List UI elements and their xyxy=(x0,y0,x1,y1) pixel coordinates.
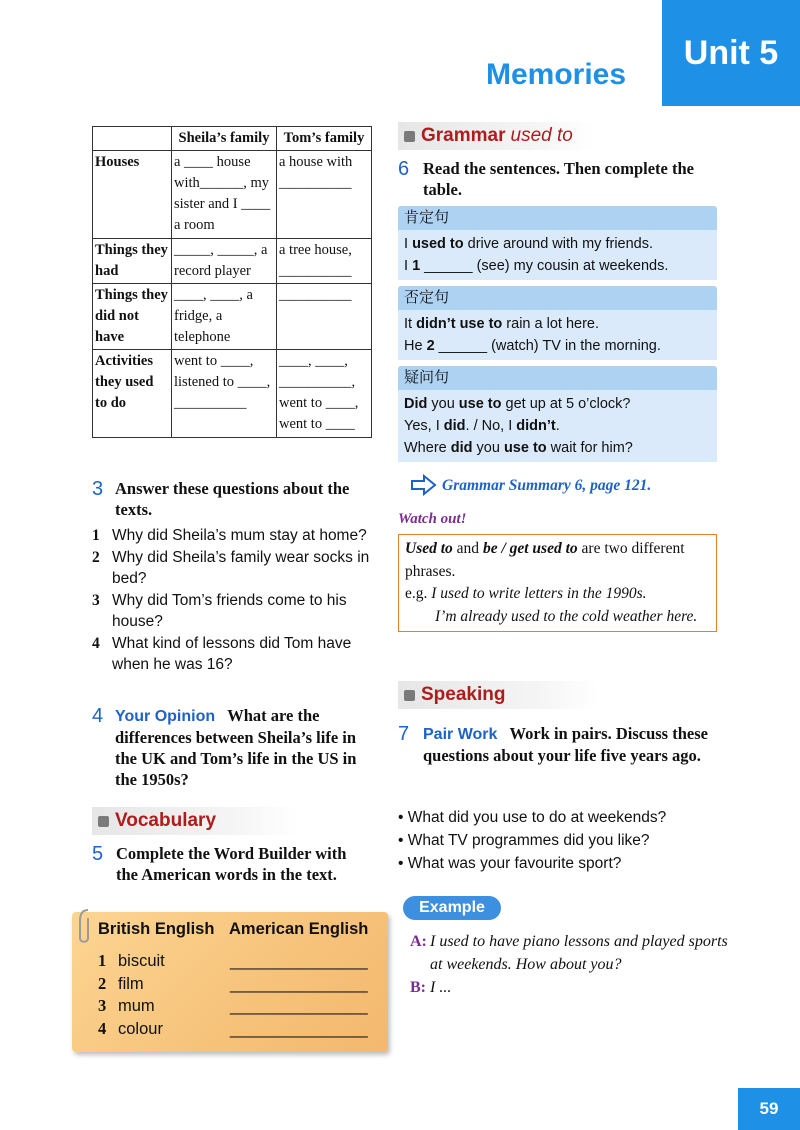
family-comparison-table xyxy=(92,126,372,438)
row-label: Things they did not have xyxy=(93,284,172,350)
question-number: 5 xyxy=(92,843,104,865)
example-dialogue xyxy=(410,930,730,999)
row-label: Things they had xyxy=(93,239,172,284)
question-3-list xyxy=(92,525,382,676)
row-label: Activities they used to do xyxy=(93,350,172,438)
vocabulary-heading: Vocabulary xyxy=(92,807,298,835)
question-number: 7 xyxy=(398,723,410,745)
dialogue-line: A: I used to have piano lessons and played sports at weekends. How about you? xyxy=(410,933,728,973)
question-7 xyxy=(398,723,720,766)
table-row xyxy=(93,151,372,239)
pair-work-label: Pair Work xyxy=(423,726,498,743)
list-item: • What TV programmes did you like? xyxy=(398,832,650,849)
question-instruction: Answer these questions about the texts. xyxy=(115,479,350,519)
list-item: 4 colour _______________ xyxy=(98,1018,368,1041)
table-cell: ____, ____, __________, went to ____, went to ____ xyxy=(277,350,372,438)
unit-badge: Unit 5 xyxy=(662,0,800,106)
table-cell: __________ xyxy=(277,284,372,350)
table-cell: _____, _____, a record player xyxy=(172,239,277,284)
question-6 xyxy=(398,158,718,200)
row-label: Houses xyxy=(93,151,172,239)
paperclip-icon xyxy=(74,906,96,946)
list-item: 1 Why did Sheila’s mum stay at home? xyxy=(92,527,367,544)
grammar-box-affirmative xyxy=(398,206,717,280)
example-badge: Example xyxy=(403,896,501,920)
table-cell: a tree house, __________ xyxy=(277,239,372,284)
grammar-box-body: I used to drive around with my friends. I 1 ______ (see) my cousin at weekends. xyxy=(398,230,717,280)
list-item: 4 What kind of lessons did Tom have when he was 16? xyxy=(92,634,352,673)
speaking-heading: Speaking xyxy=(398,681,599,709)
grammar-box-title: 否定句 xyxy=(398,286,717,310)
watch-out-box: Used to and be / get used to are two different phrases. e.g. I used to write letters in the 1990s. I’m already used to the cold weather here. xyxy=(398,534,717,632)
table-header-cell xyxy=(93,127,172,151)
question-5 xyxy=(92,843,367,885)
question-number: 3 xyxy=(92,478,104,500)
grammar-box-title: 疑问句 xyxy=(398,366,717,390)
arrow-right-icon xyxy=(410,474,438,496)
list-item: 2 Why did Sheila’s family wear socks in bed? xyxy=(92,548,370,587)
table-cell: a ____ house with______, my sister and I ____ a room xyxy=(172,151,277,239)
table-row xyxy=(93,284,372,350)
table-cell: went to ____, listened to ____, __________ xyxy=(172,350,277,438)
question-instruction: Read the sentences. Then complete the table. xyxy=(423,159,694,199)
grammar-box-body: Did you use to get up at 5 o’clock? Yes, I did. / No, I didn’t. Where did you use to wait for him? xyxy=(398,390,717,462)
question-4 xyxy=(92,705,377,790)
answer-blank[interactable]: _______________ xyxy=(230,997,368,1015)
american-english-header: American English xyxy=(229,920,369,938)
list-item: 3 mum _______________ xyxy=(98,995,368,1018)
list-item: 1 biscuit _______________ xyxy=(98,950,368,973)
british-english-header: British English xyxy=(98,920,215,938)
answer-blank[interactable]: _______________ xyxy=(230,952,368,970)
question-number: 4 xyxy=(92,705,104,727)
list-item: 2 film _______________ xyxy=(98,973,368,996)
page-number: 59 xyxy=(738,1088,800,1130)
watch-out-label: Watch out! xyxy=(398,511,467,527)
answer-blank[interactable]: _______________ xyxy=(230,1019,368,1038)
table-header-cell: Sheila’s family xyxy=(172,127,277,151)
table-row xyxy=(93,350,372,438)
speaking-questions xyxy=(398,806,718,875)
list-item: • What did you use to do at weekends? xyxy=(398,809,667,826)
question-instruction: Complete the Word Builder with the American words in the text. xyxy=(116,844,347,884)
grammar-box-body: It didn’t use to rain a lot here. He 2 ______ (watch) TV in the morning. xyxy=(398,310,717,360)
dialogue-line: B: I ... xyxy=(410,979,452,996)
list-item: 3 Why did Tom’s friends come to his house? xyxy=(92,591,347,630)
section-bullet-icon xyxy=(98,816,109,827)
question-3 xyxy=(92,478,382,520)
section-bullet-icon xyxy=(404,131,415,142)
word-list xyxy=(98,950,368,1040)
grammar-summary-link[interactable]: Grammar Summary 6, page 121. xyxy=(442,477,652,494)
grammar-box-negative xyxy=(398,286,717,360)
grammar-box-question xyxy=(398,366,717,462)
question-text: What are the differences between Sheila’s life in the UK and Tom’s life in the US in the 1950s? xyxy=(115,706,357,789)
question-text: Work in pairs. Discuss these questions about your life five years ago. xyxy=(423,724,708,765)
your-opinion-label: Your Opinion xyxy=(115,708,216,725)
table-row xyxy=(93,239,372,284)
section-bullet-icon xyxy=(404,690,415,701)
list-item: • What was your favourite sport? xyxy=(398,855,622,872)
table-header-cell: Tom’s family xyxy=(277,127,372,151)
table-cell: ____, ____, a fridge, a telephone xyxy=(172,284,277,350)
table-header-row xyxy=(93,127,372,151)
grammar-box-title: 肯定句 xyxy=(398,206,717,230)
answer-blank[interactable]: _______________ xyxy=(230,974,368,993)
page-title: Memories xyxy=(486,58,627,91)
question-number: 6 xyxy=(398,158,410,180)
table-cell: a house with __________ xyxy=(277,151,372,239)
grammar-heading: Grammar used to xyxy=(398,122,594,150)
